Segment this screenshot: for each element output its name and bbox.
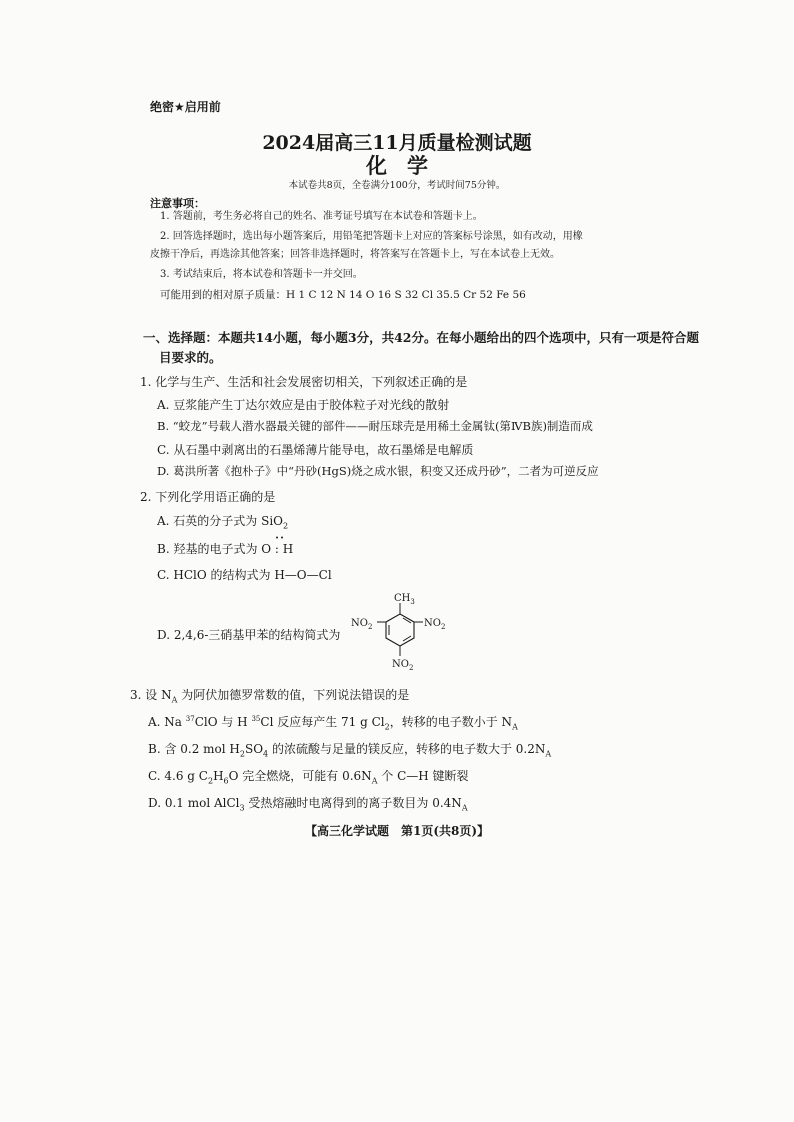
hydroxyl-electron-formula: O : H <box>261 542 294 556</box>
q3-stem: 3. 设 $N_A$ 为阿伏加德罗常数的值，下列说法错误的是 <box>130 688 410 705</box>
subject-title: 化学 <box>366 153 448 178</box>
exam-title: 2024届高三11月质量检测试题 <box>262 132 532 154</box>
exam-meta: 本试卷共8页，全卷满分100分，考试时间75分钟。 <box>288 180 506 191</box>
q1-option-c: C. 从石墨中剥离出的石墨烯薄片能导电，故石墨烯是电解质 <box>157 443 474 457</box>
q2-option-d: D. 2,4,6-三硝基甲苯的结构简式为 <box>157 628 341 642</box>
q2-stem: 2. 下列化学用语正确的是 <box>140 490 276 504</box>
q1-stem: 1. 化学与生产、生活和社会发展密切相关，下列叙述正确的是 <box>140 375 468 389</box>
q2-option-c: C. HClO 的结构式为 H—O—Cl <box>157 568 332 582</box>
ch3-label: $CH_3$ <box>394 593 415 606</box>
page-footer: 【高三化学试题 第1页(共8页)】 <box>304 824 490 838</box>
no2-right-label: $NO_2$ <box>424 618 446 631</box>
notice-item-2a: 2. 回答选择题时，选出每小题答案后，用铅笔把答题卡上对应的答案标号涂黑，如有改动，用橡 <box>160 231 583 242</box>
q1-option-b: B. “蛟龙”号载人潜水器最关键的部件——耐压球壳是用稀土金属钛(第ⅣB族)制造而成 <box>157 419 593 433</box>
q1-option-a: A. 豆浆能产生丁达尔效应是由于胶体粒子对光线的散射 <box>157 398 450 412</box>
section-heading: 一、选择题：本题共14小题，每小题3分，共42分。在每小题给出的四个选项中，只有一项是符合题 <box>143 330 699 345</box>
notice-item-1: 1. 答题前，考生务必将自己的姓名、准考证号填写在本试卷和答题卡上。 <box>160 211 483 222</box>
section-heading-cont: 目要求的。 <box>159 350 222 365</box>
q3-option-b: B. 含 0.2 mol $H_2SO_4$ 的浓硫酸与足量的镁反应，转移的电子数大于 $0.2N_A$ <box>148 742 552 759</box>
q3-option-a: A. Na $^{37}$ClO 与 H $^{35}$Cl 反应每产生 71 g $Cl_2$，转移的电子数小于 $N_A$ <box>148 715 518 732</box>
q1-option-d: D. 葛洪所著《抱朴子》中“丹砂(HgS)烧之成水银，积变又还成丹砂”，二者为可逆反应 <box>157 464 599 478</box>
confidential-label: 绝密★启用前 <box>150 100 221 114</box>
no2-bottom-label: $NO_2$ <box>392 659 414 672</box>
no2-left-label: $NO_2$ <box>351 618 373 631</box>
q2-option-a: A. 石英的分子式为 SiO$_2$ <box>157 514 289 531</box>
q3-option-d: D. 0.1 mol AlCl$_3$ 受热熔融时电离得到的离子数目为 $0.4N_A$ <box>148 796 468 813</box>
trinitrotoluene-structure <box>350 590 460 672</box>
notice-heading: 注意事项： <box>150 197 205 210</box>
q3-option-c: C. 4.6 g $C_2H_6O$ 完全燃烧，可能有 $0.6N_A$ 个 C—H 键断裂 <box>148 769 469 786</box>
notice-item-3: 3. 考试结束后，将本试卷和答题卡一并交回。 <box>160 269 363 280</box>
notice-item-2b: 皮擦干净后，再选涂其他答案；回答非选择题时，将答案写在答题卡上，写在本试卷上无效。 <box>150 249 560 260</box>
atomic-masses: 可能用到的相对原子质量：H 1 C 12 N 14 O 16 S 32 Cl 35.5 Cr 52 Fe 56 <box>160 289 526 301</box>
q2-option-b: B. 羟基的电子式为 O : H <box>157 542 294 556</box>
lone-pair-dots-icon <box>273 536 287 548</box>
